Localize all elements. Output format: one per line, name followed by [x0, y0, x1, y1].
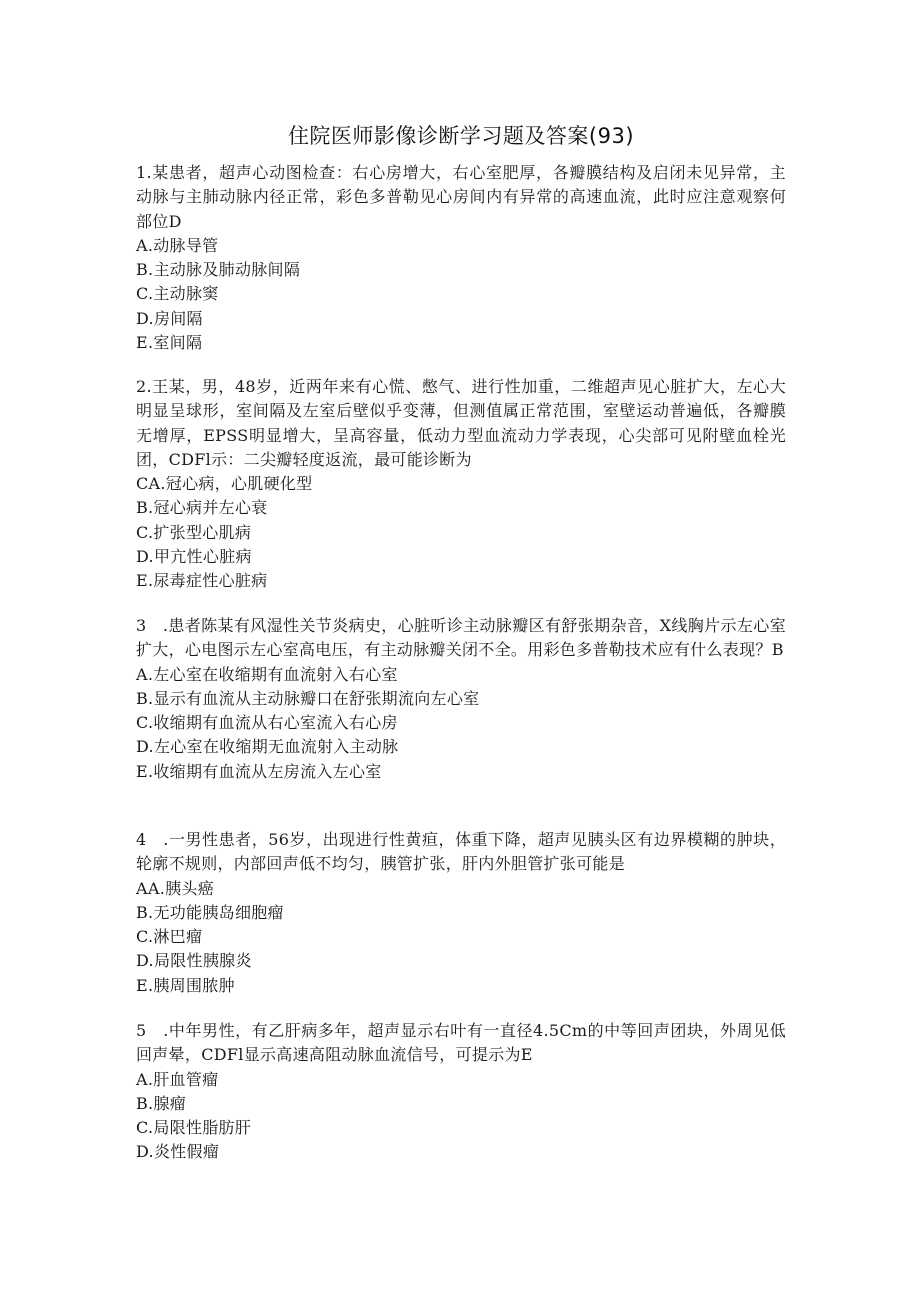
- option-b: B.无功能胰岛细胞瘤: [136, 902, 284, 922]
- option-d: D.房间隔: [136, 308, 203, 328]
- option-a: AA.胰头癌: [136, 878, 214, 898]
- option-d: D.局限性胰腺炎: [136, 951, 252, 971]
- option-a: A.左心室在收缩期有血流射入右心室: [136, 664, 398, 684]
- question-4: [136, 828, 786, 998]
- question-3: [136, 614, 786, 784]
- question-stem: 2.王某，男，48岁，近两年来有心慌、憋气、进行性加重，二维超声见心脏扩大，左心大明显呈球形，室间隔及左室后壁似乎变薄，但测值属正常范围，室壁运动普遍低，各瓣膜无增厚，EPSS明显增大，呈高容量，低动力型血流动力学表现，心尖部可见附壁血栓光团，CDFl示：二尖瓣轻度返流，最可能诊断为: [136, 377, 786, 469]
- question-stem: 1.某患者，超声心动图检查：右心房增大，右心室肥厚，各瓣膜结构及启闭未见异常，主动脉与主肺动脉内径正常，彩色多普勒见心房间内有异常的高速血流，此时应注意观察何部位D: [136, 163, 786, 231]
- option-list: [136, 663, 786, 784]
- question-stem: 4 .一男性患者，56岁，出现进行性黄疸，体重下降，超声见胰头区有边界模糊的肿块，轮廓不规则，内部回声低不均匀，胰管扩张，肝内外胆管扩张可能是: [136, 830, 786, 874]
- option-c: C.淋巴瘤: [136, 927, 203, 947]
- option-c: C.扩张型心肌病: [136, 522, 252, 542]
- option-list: [136, 472, 786, 593]
- option-d: D.左心室在收缩期无血流射入主动脉: [136, 737, 399, 757]
- question-5: [136, 1019, 786, 1165]
- option-e: E.胰周围脓肿: [136, 975, 235, 995]
- option-b: B.腺瘤: [136, 1093, 187, 1113]
- option-d: D.炎性假瘤: [136, 1142, 220, 1162]
- document-title: 住院医师影像诊断学习题及答案(93): [287, 124, 635, 148]
- option-b: B.冠心病并左心衰: [136, 498, 268, 518]
- option-a: A.动脉导管: [136, 235, 219, 255]
- option-c: C.局限性脂肪肝: [136, 1118, 252, 1138]
- option-e: E.室间隔: [136, 333, 203, 353]
- option-list: [136, 877, 786, 998]
- option-e: E.尿毒症性心脏病: [136, 571, 268, 591]
- option-list: [136, 1068, 786, 1165]
- option-e: E.收缩期有血流从左房流入左心室: [136, 761, 382, 781]
- option-c: C.主动脉窦: [136, 284, 219, 304]
- option-c: C.收缩期有血流从右心室流入右心房: [136, 713, 398, 733]
- question-stem: 3 .患者陈某有风湿性关节炎病史，心脏听诊主动脉瓣区有舒张期杂音，X线胸片示左心室扩大，心电图示左心室高电压，有主动脉瓣关闭不全。用彩色多普勒技术应有什么表现？B: [136, 616, 786, 660]
- option-a: A.肝血管瘤: [136, 1069, 219, 1089]
- question-2: [136, 375, 786, 594]
- option-b: B.显示有血流从主动脉瓣口在舒张期流向左心室: [136, 688, 480, 708]
- question-1: [136, 161, 786, 355]
- option-d: D.甲亢性心脏病: [136, 547, 252, 567]
- option-a: CA.冠心病，心肌硬化型: [136, 474, 313, 494]
- option-b: B.主动脉及肺动脉间隔: [136, 260, 301, 280]
- question-stem: 5 .中年男性，有乙肝病多年，超声显示右叶有一直径4.5Cm的中等回声团块，外周见低回声晕，CDFl显示高速高阻动脉血流信号，可提示为E: [136, 1021, 786, 1065]
- option-list: [136, 234, 786, 355]
